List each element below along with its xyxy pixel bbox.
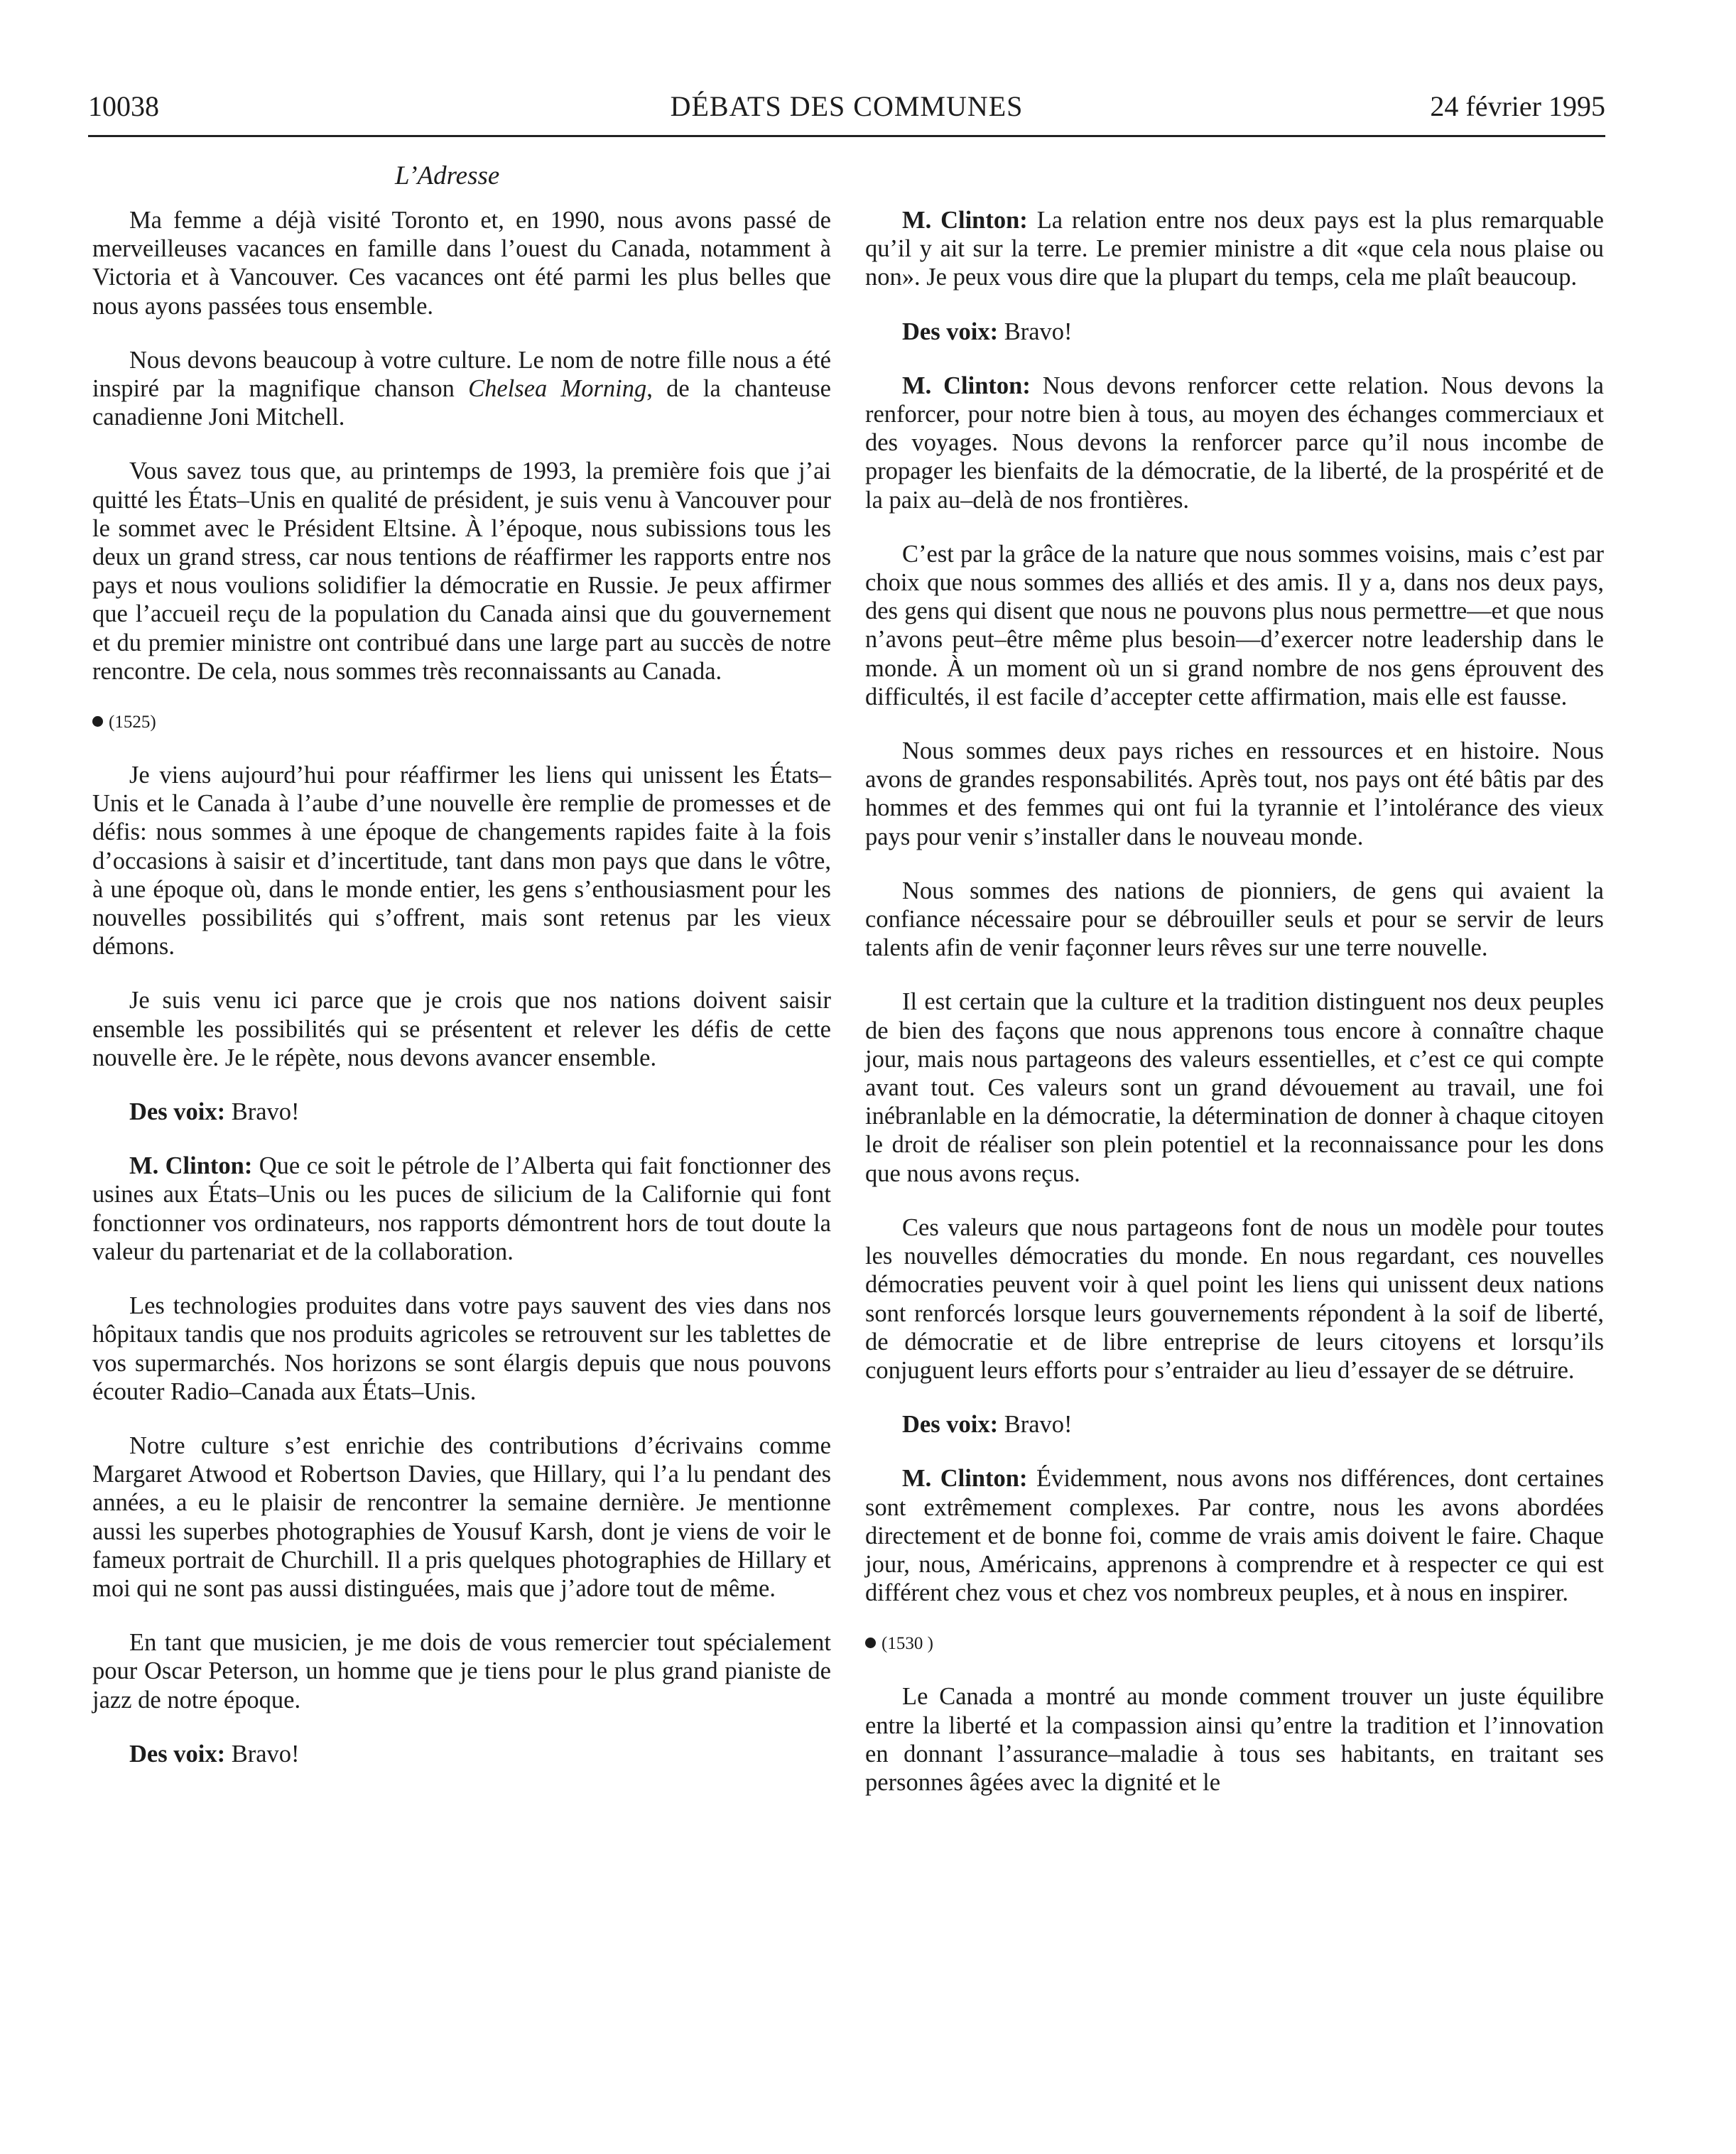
bullet-dot-icon <box>865 1638 876 1648</box>
paragraph: Les technologies produites dans votre pays sauvent des vies dans nos hôpitaux tandis que nos produits agricoles se retrouvent sur les tablettes de vos supermarchés. Nos horizons se sont élargis depuis que nous pouvons écouter Radio–Canada aux États–Unis. <box>92 1292 831 1405</box>
speech <box>865 206 1604 292</box>
interjection <box>865 1410 1604 1439</box>
speech-text: Bravo! <box>225 1740 300 1768</box>
paragraph: Ces valeurs que nous partageons font de nous un modèle pour toutes les nouvelles démocraties du monde. En nous regardant, ces nouvelles démocraties peuvent voir à quel point les liens qui unissent deux nations sont renforcés lorsque leurs gouvernements répondent à la soif de liberté, de démocratie et de libre entreprise de leurs citoyens et lorsqu’ils conjuguent leurs efforts pour s’entraider au lieu d’essayer de se détruire. <box>865 1213 1604 1384</box>
paragraph <box>92 346 831 432</box>
speaker-name: Des voix: <box>129 1098 226 1126</box>
time-marker <box>92 711 831 734</box>
speaker-name: Des voix: <box>902 1411 999 1439</box>
interjection <box>92 1098 831 1126</box>
speech-text: Bravo! <box>225 1098 300 1126</box>
paragraph-text: Nous devons beaucoup à votre culture. Le nom de notre fille nous a été inspiré par la magnifique chanson <box>92 346 831 403</box>
left-column <box>92 206 831 1794</box>
right-column <box>865 206 1604 1822</box>
speaker-name: M. Clinton: <box>902 372 1031 399</box>
speech <box>865 372 1604 514</box>
paragraph: Je suis venu ici parce que je crois que nos nations doivent saisir ensemble les possibilités qui se présentent et relever les défis de cette nouvelle ère. Je le répète, nous devons avancer ensemble. <box>92 987 831 1071</box>
speaker-name: Des voix: <box>129 1740 226 1768</box>
speech <box>865 1464 1604 1607</box>
paragraph: Ma femme a déjà visité Toronto et, en 1990, nous avons passé de merveilleuses vacances en famille dans l’ouest du Canada, notamment à Victoria et à Vancouver. Ces vacances ont été parmi les plus belles que nous ayons passées tous ensemble. <box>92 207 831 320</box>
section-subhead: L’Adresse <box>395 161 500 190</box>
speech <box>92 1152 831 1266</box>
speech-text: La relation entre nos deux pays est la plus remarquable qu’il y ait sur la terre. Le premier ministre a dit «que cela nous plaise ou non». Je peux vous dire que la plupart du temps, cela me plaît beaucoup. <box>865 207 1604 291</box>
speaker-name: M. Clinton: <box>902 1465 1028 1493</box>
speaker-name: M. Clinton: <box>129 1152 253 1180</box>
time-marker <box>865 1633 1604 1655</box>
song-title: Chelsea Morning <box>468 375 647 403</box>
page-number: 10038 <box>88 90 159 122</box>
paragraph: Il est certain que la culture et la tradition distinguent nos deux peuples de bien des façons que nous apprenons tous encore à connaître chaque jour, mais nous partageons des valeurs essentielles, et c’est ce qui compte avant tout. Ces valeurs sont un grand dévouement au travail, une foi inébranlable en la démocratie, la détermination de donner à chaque citoyen le droit de réaliser son plein potentiel et la reconnaissance pour les dons que nous avons reçus. <box>865 988 1604 1187</box>
speech-text: Que ce soit le pétrole de l’Alberta qui fait fonctionner des usines aux États–Unis ou les puces de silicium de la Californie qui font fonctionner vos ordinateurs, nos rapports démontrent hors de tout doute la valeur du partenariat et de la collaboration. <box>92 1152 831 1265</box>
time-marker-label: (1530 ) <box>881 1634 933 1654</box>
speech-text: Bravo! <box>998 318 1073 345</box>
paragraph: Le Canada a montré au monde comment trouver un juste équilibre entre la liberté et la compassion ainsi qu’entre la tradition et l’innovation en donnant l’assurance–maladie à tous ses habitants, en traitant ses personnes âgées avec la dignité et le <box>865 1683 1604 1796</box>
speaker-name: Des voix: <box>902 318 999 345</box>
publication-title: DÉBATS DES COMMUNES <box>670 90 1024 122</box>
interjection <box>865 318 1604 346</box>
paragraph: En tant que musicien, je me dois de vous remercier tout spécialement pour Oscar Peterson, un homme que je tiens pour le plus grand pianiste de jazz de notre époque. <box>92 1629 831 1714</box>
paragraph: Je viens aujourd’hui pour réaffirmer les liens qui unissent les États–Unis et le Canada à l’aube d’une nouvelle ère remplie de promesses et de défis: nous sommes à une époque de changements rapides faite à la fois d’occasions à saisir et d’incertitude, tant dans mon pays que dans le vôtre, à une époque où, dans le monde entier, les gens s’enthousiasment pour les nouvelles possibilités qui s’offrent, mais sont retenus par les vieux démons. <box>92 762 831 960</box>
speech-text: Bravo! <box>998 1411 1073 1439</box>
paragraph-text: , de la chanteuse canadienne Joni Mitchell. <box>92 375 831 431</box>
paragraph: Vous savez tous que, au printemps de 1993, la première fois que j’ai quitté les États–Unis en qualité de président, je suis venu à Vancouver pour le sommet avec le Président Eltsine. À l’époque, nous subissions tous les deux un grand stress, car nous tentions de réaffirmer les rapports entre nos pays et nous voulions solidifier la démocratie en Russie. Je peux affirmer que l’accueil reçu de la population du Canada ainsi que du gouvernement et du premier ministre ont contribué dans une large part au succès de notre rencontre. De cela, nous sommes très reconnaissants au Canada. <box>92 458 831 685</box>
speaker-name: M. Clinton: <box>902 207 1028 234</box>
publication-date: 24 février 1995 <box>1430 90 1605 122</box>
paragraph: C’est par la grâce de la nature que nous sommes voisins, mais c’est par choix que nous sommes des alliés et des amis. Il y a, dans nos deux pays, des gens qui disent que nous ne pouvons plus nous permettre—et que nous n’avons peut–être même plus besoin—d’exercer notre leadership dans le monde. À un moment où un si grand nombre de nos gens éprouvent des difficultés, il est facile d’accepter cette affirmation, mais elle est fausse. <box>865 540 1604 710</box>
time-marker-label: (1525) <box>109 713 156 732</box>
paragraph: Nous sommes des nations de pionniers, de gens qui avaient la confiance nécessaire pour se débrouiller seuls et pour se servir de leurs talents afin de venir façonner leurs rêves sur une terre nouvelle. <box>865 877 1604 962</box>
speech-text: Nous devons renforcer cette relation. Nous devons la renforcer, pour notre bien à tous, au moyen des échanges commerciaux et des voyages. Nous devons la renforcer parce qu’il nous incombe de propager les bienfaits de la démocratie, de la liberté, de la prospérité et de la paix au–delà de nos frontières. <box>865 372 1604 514</box>
bullet-dot-icon <box>92 716 103 727</box>
page-header <box>88 84 1605 137</box>
speech-text: Évidemment, nous avons nos différences, dont certaines sont extrêmement complexes. Par contre, nous les avons abordées directement et de bonne foi, comme de vrais amis doivent le faire. Chaque jour, nous, Américains, apprenons à comprendre et à respecter ce qui est différent chez vous et chez vos nombreux peuples, et à nous en inspirer. <box>865 1465 1604 1607</box>
paragraph: Nous sommes deux pays riches en ressources et en histoire. Nous avons de grandes responsabilités. Après tout, nos pays ont été bâtis par des hommes et des femmes qui ont fui la tyrannie et l’intolérance des vieux pays pour venir s’installer dans le nouveau monde. <box>865 737 1604 850</box>
paragraph: Notre culture s’est enrichie des contributions d’écrivains comme Margaret Atwood et Robertson Davies, que Hillary, qui l’a lu pendant des années, a eu le plaisir de rencontrer la semaine dernière. Je mentionne aussi les superbes photographies de Yousuf Karsh, dont je viens de voir le fameux portrait de Churchill. Il a pris quelques photographies de Hillary et moi qui ne sont pas aussi distinguées, mais que j’adore tout de même. <box>92 1432 831 1602</box>
interjection <box>92 1740 831 1768</box>
